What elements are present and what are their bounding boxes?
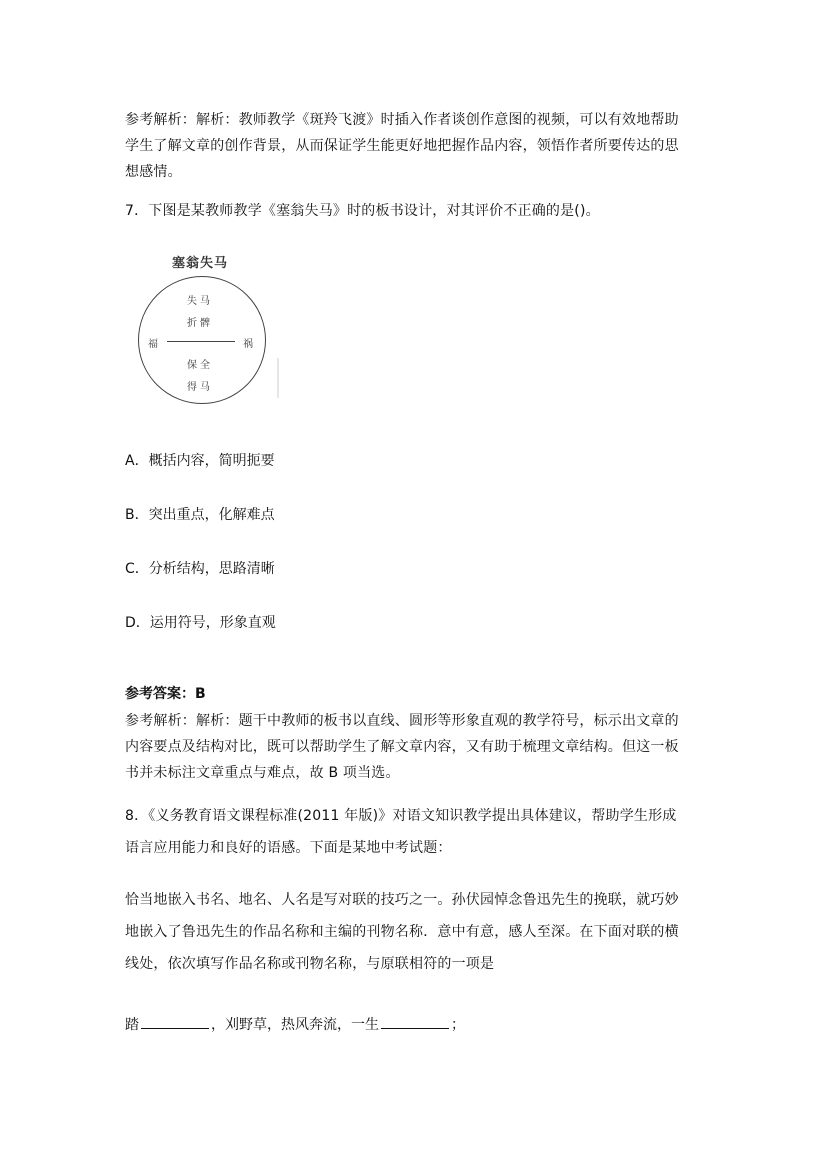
option-a-label: A． [125, 453, 149, 469]
option-c [125, 559, 275, 579]
option-a [125, 451, 275, 471]
diagram-title: 塞翁失马 [171, 256, 228, 271]
diagram-bottom-line2: 得马 [187, 382, 213, 393]
previous-analysis [125, 107, 700, 185]
scan-artifact [277, 358, 279, 398]
option-d-label: D． [125, 615, 150, 631]
diagram-right-label: 祸 [243, 339, 256, 350]
analysis-line: 内容要点及结构对比，既可以帮助学生了解文章内容，又有助于梳理文章结构。但这一板 [125, 739, 679, 755]
question-8-stem-line: 语言应用能力和良好的语感。下面是某地中考试题： [125, 840, 452, 856]
question-7-stem [125, 198, 700, 224]
couplet-part1: 踏 [125, 1017, 139, 1033]
option-b-text: 突出重点，化解难点 [148, 507, 275, 523]
couplet-fill-in [125, 1014, 465, 1035]
option-b [125, 505, 275, 525]
reference-answer [125, 684, 206, 704]
passage-line: 地嵌入了鲁迅先生的作品名称和主编的刊物名称．意中有意，感人至深。在下面对联的横 [125, 924, 679, 940]
diagram-top-line2: 折髀 [187, 318, 213, 329]
option-d [125, 613, 276, 633]
analysis-line: 书并未标注文章重点与难点，故 B 项当选。 [125, 765, 400, 781]
option-b-label: B． [125, 507, 149, 523]
passage-line: 线处，依次填写作品名称或刊物名称，与原联相符的一项是 [125, 956, 495, 972]
analysis-line: 参考解析：解析：题干中教师的板书以直线、圆形等形象直观的教学符号，标示出文章的 [125, 713, 679, 729]
question-8-stem [125, 800, 700, 864]
question-7-analysis [125, 708, 700, 786]
option-a-text: 概括内容，简明扼要 [148, 453, 275, 469]
blank-2 [381, 1014, 449, 1029]
passage-line: 恰当地嵌入书名、地名、人名是写对联的技巧之一。孙伏园悼念鲁迅先生的挽联，就巧妙 [125, 892, 679, 908]
diagram-top-line1: 失马 [187, 296, 213, 307]
blank-1 [141, 1014, 209, 1029]
answer-label: 参考答案： [125, 686, 195, 702]
answer-value: B [195, 686, 206, 702]
couplet-part3: ； [451, 1017, 465, 1033]
option-c-label: C． [125, 561, 149, 577]
question-7-stem-text: 7．下图是某教师教学《塞翁失马》时的板书设计，对其评价不正确的是()。 [125, 203, 600, 219]
question-8-stem-line: 8．《义务教育语文课程标准(2011 年版)》对语文知识教学提出具体建议，帮助学生形成 [125, 808, 677, 824]
board-design-diagram [135, 248, 285, 418]
option-c-text: 分析结构，思路清晰 [148, 561, 275, 577]
option-d-text: 运用符号，形象直观 [149, 615, 276, 631]
analysis-line: 参考解析：解析：教师教学《斑羚飞渡》时插入作者谈创作意图的视频，可以有效地帮助 [125, 112, 679, 128]
analysis-line: 想感情。 [125, 164, 182, 180]
analysis-line: 学生了解文章的创作背景，从而保证学生能更好地把握作品内容，领悟作者所要传达的思 [125, 138, 679, 154]
diagram-bottom-line1: 保全 [187, 360, 213, 371]
diagram-left-label: 福 [148, 339, 161, 350]
diagram-divider-line [167, 341, 235, 342]
couplet-part2: ，刈野草，热风奔流，一生 [211, 1017, 379, 1033]
question-8-passage [125, 884, 700, 980]
